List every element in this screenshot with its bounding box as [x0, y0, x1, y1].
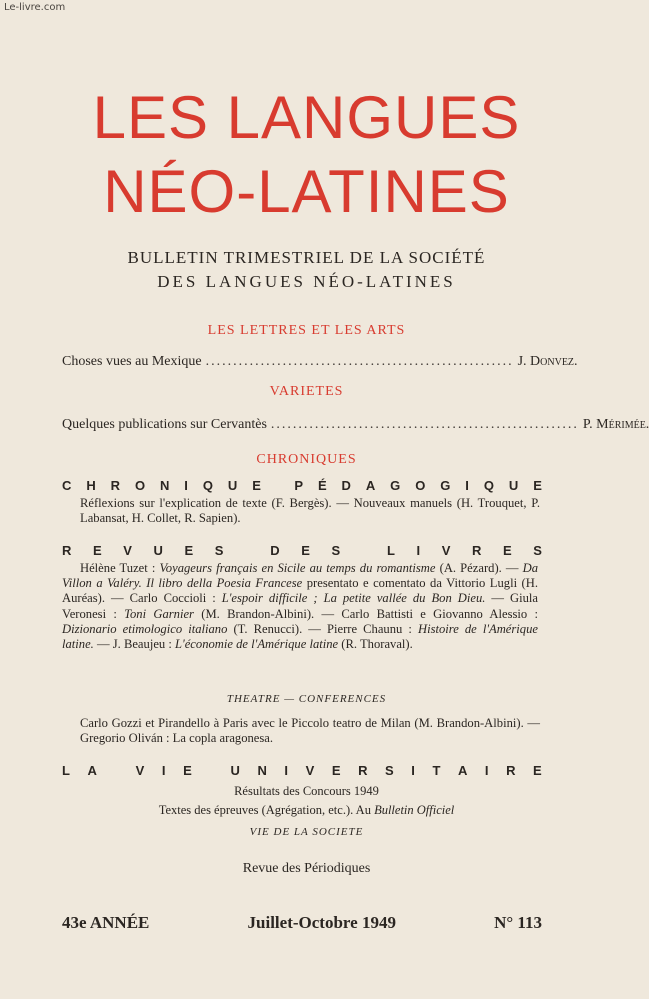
heading-letter: Q — [483, 478, 494, 493]
heading-letter: E — [533, 763, 542, 778]
book-title: Voyageurs français en Sicile au temps du romantisme — [159, 561, 436, 575]
heading-letter: U — [153, 543, 163, 558]
book-title: Toni Garnier — [124, 606, 194, 621]
toc-entry-title: Quelques publications sur Cervantès — [62, 417, 267, 432]
heading-letter: D — [341, 478, 351, 493]
heading-letter: A — [365, 478, 376, 493]
text-run: Textes des épreuves (Agrégation, etc.). Au — [158, 803, 371, 817]
heading-letter — [276, 479, 280, 492]
toc-entry-lettres — [62, 354, 578, 369]
heading-letter: N — [159, 478, 170, 493]
heading-letter: I — [465, 478, 469, 493]
heading-letter: R — [358, 763, 368, 778]
heading-theatre-conferences: THEATRE — CONFERENCES — [226, 693, 387, 705]
book-title: L'espoir difficile ; La petite vallée du Bon Dieu. — [221, 591, 486, 606]
heading-letter — [114, 764, 118, 777]
section-heading-chroniques: CHRONIQUES — [256, 452, 357, 467]
issue-date: Juillet-Octobre 1949 — [247, 913, 396, 932]
heading-letter: Q — [202, 478, 213, 493]
heading-letter: E — [331, 763, 341, 778]
heading-revues-des-livres — [62, 544, 542, 557]
book-title: Histoire de l'Amérique latine. — [62, 621, 538, 652]
vie-universitaire-line-1: Résultats des Concours 1949 — [234, 784, 379, 798]
section-heading-lettres: LES LETTRES ET LES ARTS — [207, 323, 406, 338]
toc-entry-title: Choses vues au Mexique — [62, 354, 202, 369]
text-run: (A. Pézard). — — [439, 561, 519, 575]
text-run: (R. Thoraval). — [341, 637, 413, 652]
heading-vie-universitaire — [62, 764, 542, 777]
section-heading-varietes: VARIETES — [269, 384, 344, 399]
heading-letter: R — [472, 543, 482, 558]
heading-letter — [209, 764, 213, 777]
book-title: L'économie de l'Amérique latine — [175, 637, 339, 652]
title-line-1: LES LANGUES — [92, 84, 521, 151]
heading-letter: R — [110, 478, 121, 493]
issue-year: 43e ANNÉE — [62, 913, 150, 932]
heading-letter: E — [301, 543, 310, 558]
heading-letter: I — [284, 763, 289, 778]
heading-letter: V — [305, 763, 315, 778]
revue-des-periodiques: Revue des Périodiques — [242, 861, 371, 876]
heading-letter: I — [161, 763, 166, 778]
heading-letter: V — [441, 543, 451, 558]
book-title: Da Villon a Valéry. Il libro della Poesia Francese — [62, 561, 539, 591]
heading-letter: L — [62, 763, 70, 778]
heading-letter: E — [183, 763, 192, 778]
vie-universitaire-line-2 — [0, 804, 613, 817]
theatre-text: Carlo Gozzi et Pirandello à Paris avec le Piccolo teatro de Milan (M. Brandon-Albini). — Gregorio Oliván : La copla aragonesa. — [80, 716, 540, 746]
heading-vie-de-la-societe: VIE DE LA SOCIETE — [249, 826, 364, 838]
toc-entry-varietes — [62, 417, 649, 432]
chronique-pedagogique-text: Réflexions sur l'explication de texte (F. Bergès). — Nouveaux manuels (H. Trouquet, P. Labansat, H. Collet, R. Sapien). — [80, 496, 540, 526]
text-run: — Giula Veronesi : — [62, 591, 538, 621]
heading-letter: S — [214, 543, 224, 558]
heading-letter: U — [508, 478, 519, 493]
heading-letter: S — [331, 543, 341, 558]
heading-letter: U — [227, 478, 238, 493]
title-line-2: NÉO-LATINES — [103, 158, 510, 225]
heading-letter: O — [134, 478, 146, 493]
leader-dots: ........................................................ — [205, 354, 514, 369]
text-run-italic: Bulletin Officiel — [374, 803, 455, 817]
heading-letter: N — [257, 763, 267, 778]
heading-letter: O — [415, 478, 426, 493]
heading-letter: A — [87, 763, 97, 778]
heading-chronique-pedagogique — [62, 479, 542, 492]
heading-letter: L — [386, 543, 395, 558]
heading-letter: E — [252, 478, 261, 493]
heading-letter: V — [135, 763, 145, 778]
heading-letter: I — [416, 543, 421, 558]
leader-dots: ........................................................ — [270, 417, 579, 432]
subtitle-line-1: BULLETIN TRIMESTRIEL DE LA SOCIÉTÉ — [127, 248, 486, 267]
heading-letter: R — [62, 543, 72, 558]
heading-letter: É — [317, 478, 327, 493]
heading-letter: D — [270, 543, 280, 558]
heading-letter: C — [62, 478, 72, 493]
issue-footer — [62, 914, 542, 931]
revues-des-livres-text — [62, 561, 538, 652]
heading-letter: G — [390, 478, 401, 493]
book-title: Dizionario etimologico italiano — [62, 621, 228, 636]
watermark-text: Le-livre.com — [4, 2, 66, 13]
heading-letter: S — [533, 543, 542, 558]
heading-letter: H — [86, 478, 96, 493]
heading-letter: E — [533, 478, 542, 493]
text-run: (T. Renucci). — Pierre Chaunu : — [233, 621, 412, 636]
heading-letter: G — [440, 478, 451, 493]
issue-number: N° 113 — [494, 913, 542, 932]
toc-entry-author: P. Mérimée. — [582, 417, 649, 432]
text-run: presentato e comentato da Vittorio Lugli (H. Auréas). — Carlo Coccioli : — [62, 576, 538, 606]
text-run: (M. Brandon-Albini). — Carlo Battisti e Giovanno Alessio : — [201, 606, 539, 621]
heading-letter: I — [484, 763, 489, 778]
heading-letter: P — [294, 478, 304, 493]
heading-letter: E — [184, 543, 194, 558]
heading-letter: S — [385, 763, 394, 778]
heading-letter — [245, 544, 249, 557]
heading-letter: I — [184, 478, 188, 493]
heading-letter — [362, 544, 366, 557]
text-run: Hélène Tuzet : — [80, 561, 156, 575]
heading-letter: U — [230, 763, 240, 778]
toc-entry-author: J. Donvez. — [517, 354, 578, 369]
heading-letter: R — [506, 763, 516, 778]
text-run: — J. Beaujeu : — [97, 637, 172, 652]
heading-letter: I — [411, 763, 415, 778]
heading-letter: T — [432, 763, 441, 778]
heading-letter: V — [123, 543, 132, 558]
heading-letter: A — [457, 763, 468, 778]
heading-letter: E — [92, 543, 102, 558]
subtitle-line-2: DES LANGUES NÉO-LATINES — [157, 272, 456, 291]
heading-letter: E — [503, 543, 512, 558]
